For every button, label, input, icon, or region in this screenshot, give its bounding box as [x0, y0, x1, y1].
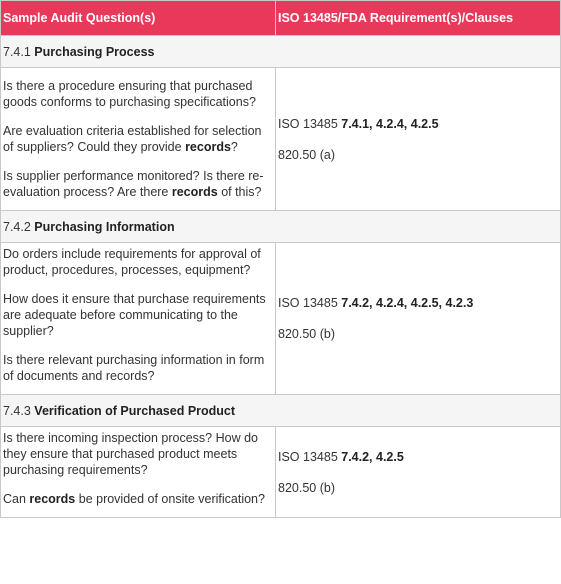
- audit-question: Is supplier performance monitored? Is there re-evaluation process? Are there records of this?: [3, 169, 264, 199]
- table-row: [1, 68, 561, 211]
- questions-cell: [1, 68, 276, 211]
- header-row: [1, 1, 561, 36]
- fda-reference: 820.50 (a): [278, 147, 335, 162]
- section-title: Purchasing Information: [34, 219, 175, 234]
- audit-question: Do orders include requirements for approval of product, procedures, processes, equipment?: [3, 247, 261, 277]
- section-row: [1, 36, 561, 68]
- header-questions: Sample Audit Question(s): [1, 1, 276, 36]
- table-row: [1, 427, 561, 518]
- audit-question: Can records be provided of onsite verification?: [3, 492, 265, 506]
- questions-cell: [1, 243, 276, 395]
- requirements-cell: [276, 68, 561, 211]
- table-row: [1, 243, 561, 395]
- header-requirements: ISO 13485/FDA Requirement(s)/Clauses: [276, 1, 561, 36]
- fda-reference: 820.50 (b): [278, 327, 335, 341]
- section-row: [1, 395, 561, 427]
- audit-question: Is there a procedure ensuring that purchased goods conforms to purchasing specifications?: [3, 79, 256, 109]
- iso-reference: ISO 13485 7.4.1, 4.2.4, 4.2.5: [278, 116, 439, 131]
- audit-question: Are evaluation criteria established for selection of suppliers? Could they provide records?: [3, 124, 262, 154]
- section-row: [1, 211, 561, 243]
- questions-cell: [1, 427, 276, 518]
- requirements-cell: [276, 243, 561, 395]
- section-heading: [1, 211, 561, 243]
- section-number: 7.4.2: [3, 219, 31, 234]
- audit-question: How does it ensure that purchase requirements are adequate before communicating to the supplier?: [3, 292, 266, 338]
- section-heading: [1, 395, 561, 427]
- requirements-cell: [276, 427, 561, 518]
- iso-reference: ISO 13485 7.4.2, 4.2.5: [278, 449, 404, 464]
- audit-question: Is there incoming inspection process? How do they ensure that purchased product meets purchasing requirements?: [3, 431, 258, 477]
- fda-reference: 820.50 (b): [278, 480, 335, 495]
- iso-reference: ISO 13485 7.4.2, 4.2.4, 4.2.5, 4.2.3: [278, 296, 474, 310]
- section-title: Purchasing Process: [34, 44, 155, 59]
- section-number: 7.4.3: [3, 403, 31, 418]
- section-heading: [1, 36, 561, 68]
- section-number: 7.4.1: [3, 44, 31, 59]
- audit-question: Is there relevant purchasing information in form of documents and records?: [3, 353, 265, 383]
- section-title: Verification of Purchased Product: [34, 403, 236, 418]
